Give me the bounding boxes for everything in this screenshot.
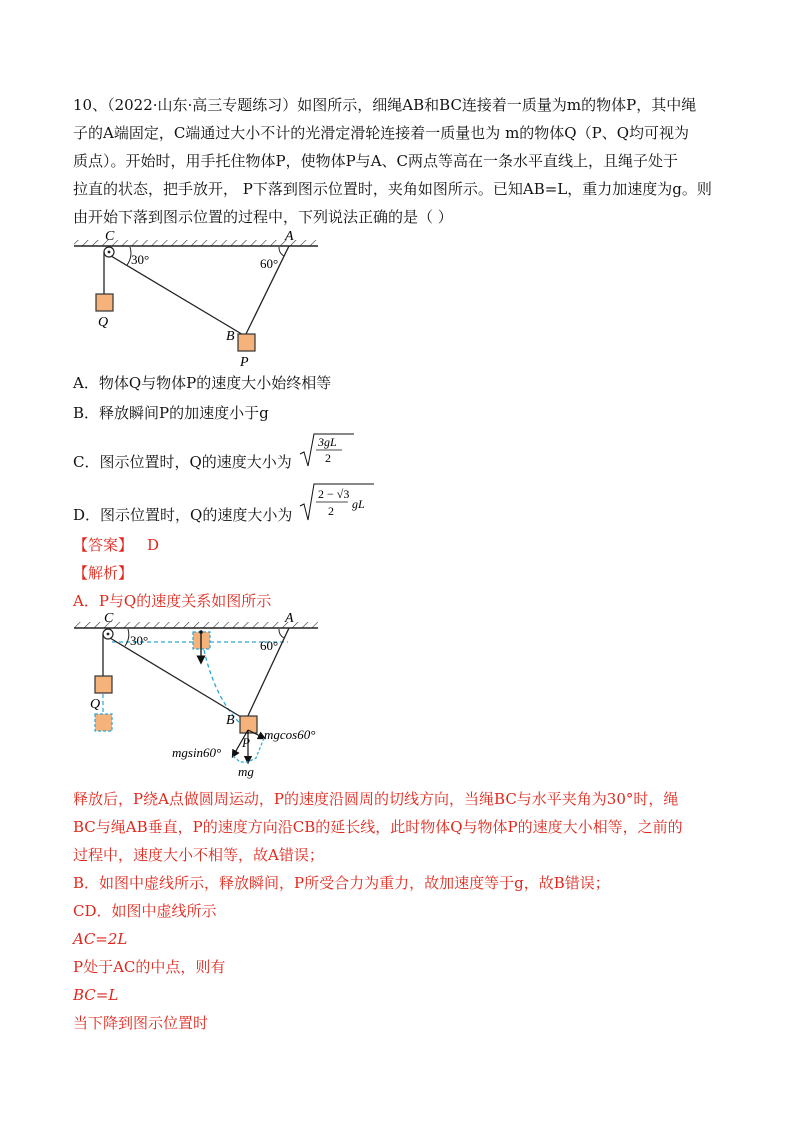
question-line-5: 由开始下落到图示位置的过程中，下列说法正确的是（ ） <box>73 208 453 226</box>
answer-row <box>73 535 159 555</box>
block-Q-2 <box>95 676 112 693</box>
question-line-3: 质点）。开始时，用手托住物体P，使物体P与A、C两点等高在一条水平直线上，且绳子处于 <box>73 152 678 170</box>
fig2-label-Q: Q <box>90 697 101 712</box>
label-A: A <box>285 229 294 244</box>
analysis-para1-line3: 过程中，速度大小不相等，故A错误； <box>73 846 324 864</box>
label-P: P <box>240 355 249 370</box>
dashed-block-Q <box>95 714 112 731</box>
fig2-label-30deg: 30° <box>130 633 149 648</box>
option-b: B．释放瞬间P的加速度小于g <box>73 404 269 422</box>
analysis-para1-line1: 释放后，P绕A点做圆周运动，P的速度沿圆周的切线方向，当绳BC与水平夹角为30°时，绳 <box>73 790 679 808</box>
block-P <box>238 334 255 351</box>
label-60deg: 60° <box>260 256 279 271</box>
question-line-1: 10、（2022·山东·高三专题练习）如图所示，细绳AB和BC连接着一质量为m的物体P，其中绳 <box>73 96 697 114</box>
option-c-numerator: 3gL <box>318 435 337 449</box>
figure-1-diagram <box>70 228 330 368</box>
option-c-denominator: 2 <box>325 451 331 465</box>
label-B: B <box>226 329 235 344</box>
equation-ac: AC=2L <box>73 930 128 948</box>
question-line-4: 拉直的状态，把手放开， P下落到图示位置时，夹角如图所示。已知AB=L，重力加速度为g。则 <box>73 180 712 198</box>
option-d <box>73 505 292 525</box>
analysis-b-line: B．如图中虚线所示，释放瞬间，P所受合力为重力，故加速度等于g，故B错误； <box>73 874 610 892</box>
answer-value: D <box>147 536 160 554</box>
equation-descend: 当下降到图示位置时 <box>73 1014 209 1032</box>
figure-2-diagram <box>70 612 350 782</box>
analysis-cd-head: CD．如图中虚线所示 <box>73 902 217 920</box>
analysis-label: 【解析】 <box>73 564 134 582</box>
fig2-label-B: B <box>226 713 235 728</box>
question-line-2: 子的A端固定，C端通过大小不计的光滑定滑轮连接着一质量也为 m的物体Q（P、Q均可视为 <box>73 124 689 142</box>
option-d-text: D．图示位置时，Q的速度大小为 <box>73 506 293 524</box>
label-30deg: 30° <box>131 252 150 267</box>
label-mg: mg <box>238 764 254 779</box>
equation-midpoint: P处于AC的中点，则有 <box>73 958 226 976</box>
label-C: C <box>105 229 115 244</box>
fig2-label-P: P <box>242 735 250 750</box>
analysis-a-head: A．P与Q的速度关系如图所示 <box>73 592 272 610</box>
option-c-text: C．图示位置时，Q的速度大小为 <box>73 453 292 471</box>
fig2-label-60deg: 60° <box>260 638 279 653</box>
option-a: A．物体Q与物体P的速度大小始终相等 <box>73 374 332 392</box>
label-Q: Q <box>98 315 109 330</box>
option-c <box>73 452 292 472</box>
option-c-formula <box>298 432 358 468</box>
label-mgcos60: mgcos60° <box>264 727 316 742</box>
label-mgsin60: mgsin60° <box>172 745 222 760</box>
option-d-formula <box>298 482 378 522</box>
answer-label: 【答案】 <box>73 536 134 554</box>
option-d-numerator: 2 − √3 <box>318 487 350 501</box>
option-d-denominator: 2 <box>328 504 334 518</box>
block-Q <box>96 294 113 311</box>
equation-bc: BC=L <box>73 986 119 1004</box>
analysis-para1-line2: BC与绳AB垂直，P的速度方向沿CB的延长线，此时物体Q与物体P的速度大小相等，之前的 <box>73 818 683 836</box>
rope-CB <box>111 256 245 336</box>
option-d-tail: gL <box>352 497 365 511</box>
fig2-label-C: C <box>104 611 114 626</box>
fig2-label-A: A <box>285 611 294 626</box>
